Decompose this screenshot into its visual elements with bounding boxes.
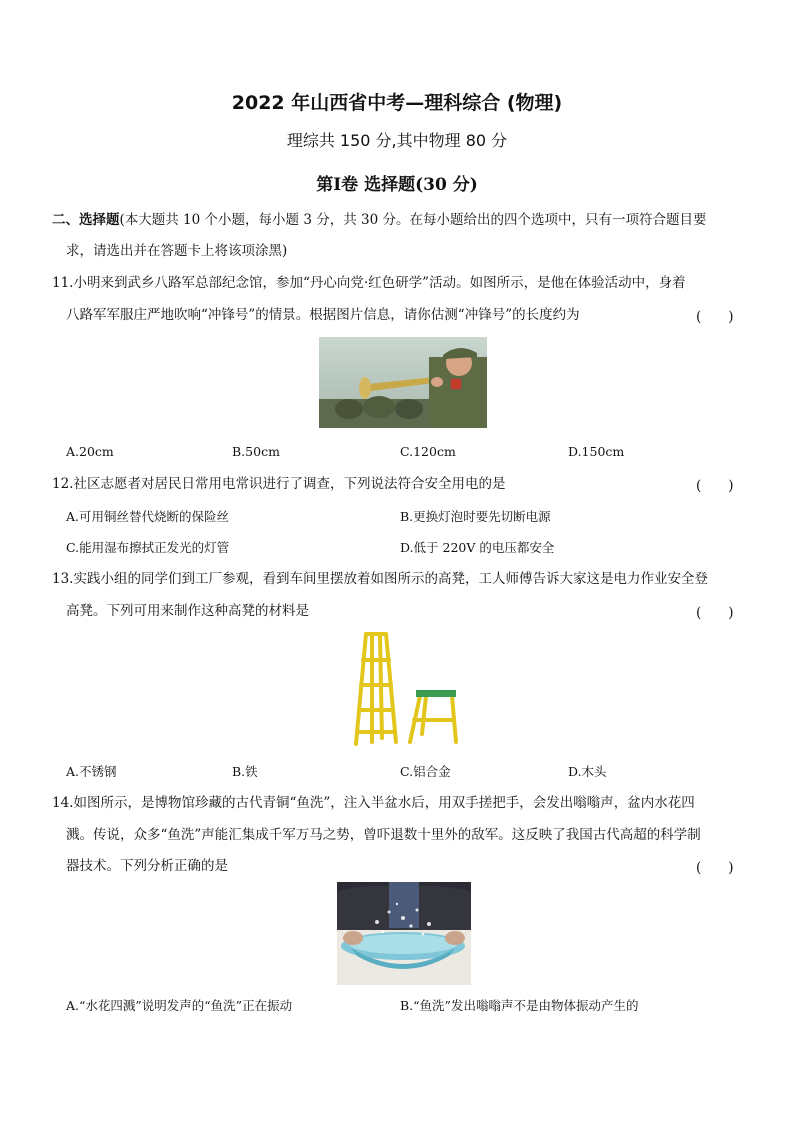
answer-blank: ( ) bbox=[696, 605, 734, 621]
option-c: C.铝合金 bbox=[400, 764, 451, 779]
option-d: D.150cm bbox=[568, 444, 625, 459]
option-a: A.可用铜丝替代烧断的保险丝 bbox=[66, 509, 230, 524]
fish-basin-photo bbox=[337, 882, 471, 985]
option-c: C.能用湿布擦拭正发光的灯管 bbox=[66, 540, 230, 555]
option-a: A.不锈钢 bbox=[66, 764, 117, 779]
question-12-line-1: 12.社区志愿者对居民日常用电常识进行了调查，下列说法符合安全用电的是 bbox=[52, 476, 506, 492]
section-desc-1: (本大题共 10 个小题，每小题 3 分，共 30 分。在每小题给出的四个选项中，只有一项符合题目要 bbox=[119, 212, 707, 228]
option-b: B.“鱼洗”发出嗡嗡声不是由物体振动产生的 bbox=[400, 998, 639, 1013]
question-11-line-1: 11.小明来到武乡八路军总部纪念馆，参加“丹心向党·红色研学”活动。如图所示，是他在体验活动中，身着 bbox=[52, 275, 686, 291]
question-number: 13. bbox=[52, 571, 74, 587]
question-14-line-3: 器技术。下列分析正确的是 bbox=[66, 858, 228, 874]
question-11-line-2: 八路军军服庄严地吹响“冲锋号”的情景。根据图片信息，请你估测“冲锋号”的长度约为 bbox=[66, 307, 580, 323]
section-heading: 二、选择题 bbox=[52, 212, 120, 228]
bugle-photo bbox=[319, 337, 487, 428]
question-number: 12. bbox=[52, 476, 74, 492]
option-c: C.120cm bbox=[400, 444, 456, 459]
question-number: 11. bbox=[52, 275, 74, 291]
volume-heading: 第Ⅰ卷 选择题(30 分) bbox=[316, 175, 478, 195]
question-13-line-1: 13.实践小组的同学们到工厂参观，看到车间里摆放着如图所示的高凳，工人师傅告诉大家这是电力作业安全登 bbox=[52, 571, 708, 587]
option-b: B.更换灯泡时要先切断电源 bbox=[400, 509, 551, 524]
section-intro bbox=[52, 210, 706, 230]
question-number: 14. bbox=[52, 795, 74, 811]
option-d: D.低于 220V 的电压都安全 bbox=[400, 540, 555, 555]
option-a: A.20cm bbox=[66, 444, 114, 459]
option-b: B.50cm bbox=[232, 444, 280, 459]
answer-blank: ( ) bbox=[696, 309, 734, 325]
option-d: D.木头 bbox=[568, 764, 607, 779]
option-b: B.铁 bbox=[232, 764, 258, 779]
page-subtitle: 理综共 150 分,其中物理 80 分 bbox=[286, 131, 508, 150]
insulated-stool-picture bbox=[352, 630, 462, 748]
question-14-line-2: 溅。传说，众多“鱼洗”声能汇集成千军万马之势，曾吓退数十里外的敌军。这反映了我国古代高超的科学制 bbox=[66, 827, 701, 843]
answer-blank: ( ) bbox=[696, 860, 734, 876]
section-desc-2: 求，请选出并在答题卡上将该项涂黑) bbox=[66, 243, 288, 259]
page-title: 2022 年山西省中考—理科综合 (物理) bbox=[231, 92, 563, 114]
question-13-line-2: 高凳。下列可用来制作这种高凳的材料是 bbox=[66, 603, 309, 619]
option-a: A.“水花四溅”说明发声的“鱼洗”正在振动 bbox=[66, 998, 293, 1013]
answer-blank: ( ) bbox=[696, 478, 734, 494]
question-14-line-1: 14.如图所示，是博物馆珍藏的古代青铜“鱼洗”，注入半盆水后，用双手搓把手，会发出嗡嗡声，盆内水花四 bbox=[52, 795, 695, 811]
